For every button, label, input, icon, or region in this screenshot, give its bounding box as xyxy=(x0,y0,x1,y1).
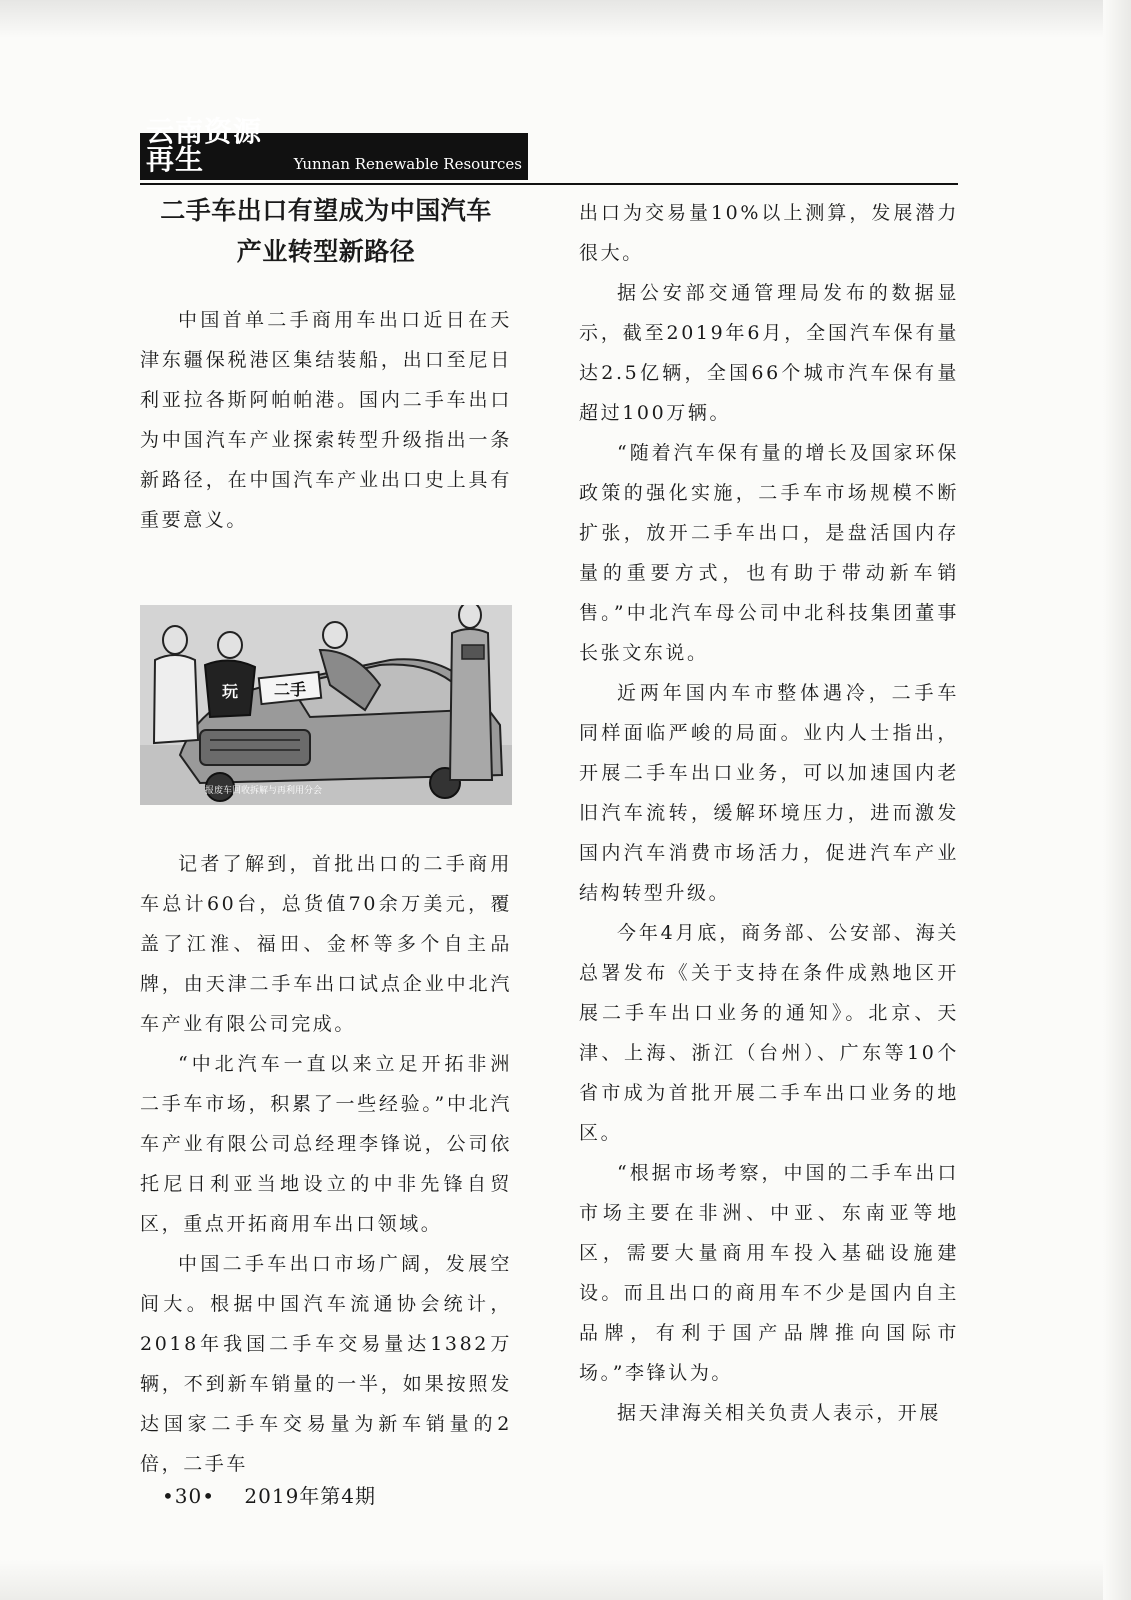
article-title-line1: 二手车出口有望成为中国汽车 xyxy=(160,196,492,225)
page-number: •30• xyxy=(162,1484,216,1508)
paragraph: 中国首单二手商用车出口近日在天津东疆保税港区集结装船，出口至尼日利亚拉各斯阿帕帕港。国内二手车出口为中国汽车产业探索转型升级指出一条新路径，在中国汽车产业出口史上具有重要意义。 xyxy=(140,309,512,531)
right-column xyxy=(579,193,959,1433)
issue-label: 2019年第4期 xyxy=(244,1484,377,1508)
journal-header xyxy=(140,115,528,180)
article-title-line2: 产业转型新路径 xyxy=(236,237,416,266)
cartoon-shirt-text: 玩 xyxy=(221,682,239,701)
paragraph: 据公安部交通管理局发布的数据显示，截至2019年6月，全国汽车保有量达2.5亿辆，全国66个城市汽车保有量超过100万辆。 xyxy=(579,282,959,424)
paragraph: 出口为交易量10%以上测算，发展潜力很大。 xyxy=(579,202,959,264)
scan-edge-top xyxy=(0,0,1131,38)
article-title xyxy=(140,190,512,272)
paragraph: 记者了解到，首批出口的二手商用车总计60台，总货值70余万美元，覆盖了江淮、福田、金杯等多个自主品牌，由天津二手车出口试点企业中北汽车产业有限公司完成。 xyxy=(140,853,512,1035)
paragraph: 今年4月底，商务部、公安部、海关总署发布《关于支持在条件成熟地区开展二手车出口业务的通知》。北京、天津、上海、浙江（台州）、广东等10个省市成为首批开展二手车出口业务的地区。 xyxy=(579,922,959,1144)
paragraph: 中国二手车出口市场广阔，发展空间大。根据中国汽车流通协会统计，2018年我国二手车交易量达1382万辆，不到新车销量的一半，如果按照发达国家二手车交易量为新车销量的2倍，二手车 xyxy=(140,1253,512,1475)
left-column xyxy=(140,300,512,1484)
header-rule xyxy=(140,183,958,185)
page-footer xyxy=(162,1480,398,1509)
cartoon-sign-text: 二手 xyxy=(273,680,307,699)
scan-edge-right xyxy=(1103,0,1131,1600)
paragraph: 近两年国内车市整体遇冷，二手车同样面临严峻的局面。业内人士指出，开展二手车出口业务，可以加速国内老旧汽车流转，缓解环境压力，进而激发国内汽车消费市场活力，促进汽车产业结构转型升级。 xyxy=(579,682,959,904)
journal-title-cn: 云南资源再生 xyxy=(146,115,263,176)
paragraph: 据天津海关相关负责人表示，开展 xyxy=(617,1402,942,1424)
journal-title-en: Yunnan Renewable Resources xyxy=(293,155,522,173)
scan-edge-bottom xyxy=(0,1560,1131,1600)
paragraph: “随着汽车保有量的增长及国家环保政策的强化实施，二手车市场规模不断扩张，放开二手车出口，是盘活国内存量的重要方式，也有助于带动新车销售。”中北汽车母公司中北科技集团董事长张文东说。 xyxy=(579,442,959,664)
figure-credit: 报废车回收拆解与再利用分会 xyxy=(205,786,323,796)
paragraph: “中北汽车一直以来立足开拓非洲二手车市场，积累了一些经验。”中北汽车产业有限公司总经理李锋说，公司依托尼日利亚当地设立的中非先锋自贸区，重点开拓商用车出口领域。 xyxy=(140,1053,512,1235)
paragraph: “根据市场考察，中国的二手车出口市场主要在非洲、中亚、东南亚等地区，需要大量商用车投入基础设施建设。而且出口的商用车不少是国内自主品牌，有利于国产品牌推向国际市场。”李锋认为。 xyxy=(579,1162,959,1384)
cartoon-drawing xyxy=(140,605,512,805)
cartoon-illustration xyxy=(140,605,512,805)
